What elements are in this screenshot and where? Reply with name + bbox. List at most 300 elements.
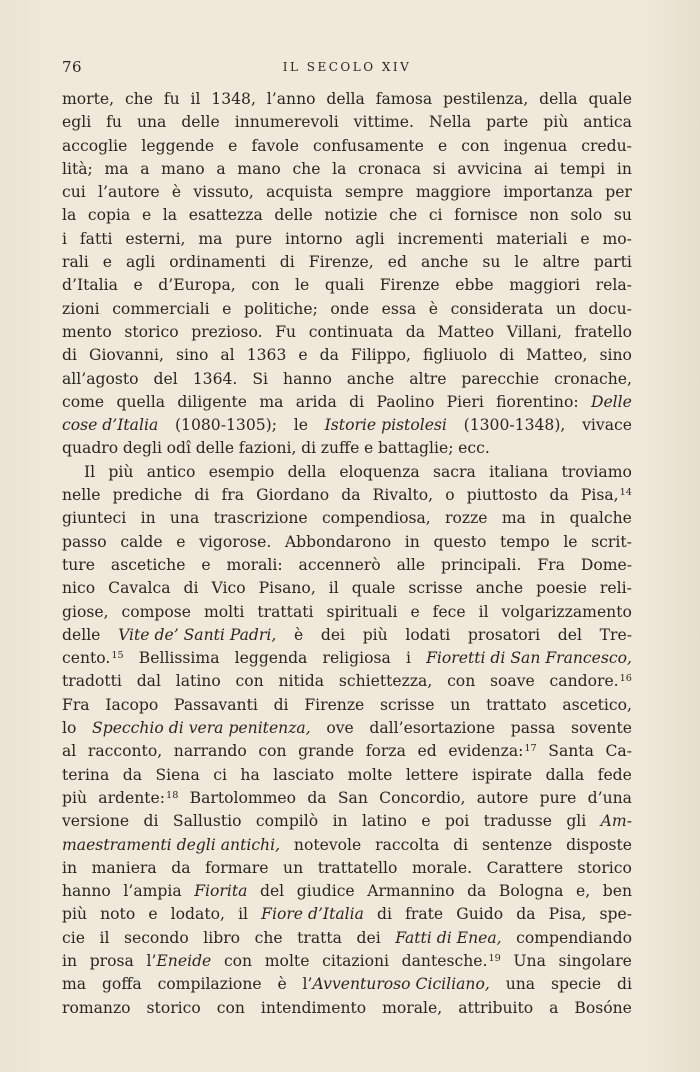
word: religiosa (322, 649, 391, 668)
word: altre (542, 253, 580, 272)
word: ben (602, 882, 632, 901)
word: e (410, 602, 420, 621)
word: Guido (456, 905, 504, 924)
word: sino (599, 346, 632, 365)
text-line (62, 484, 632, 507)
word: in (540, 509, 556, 528)
word: da (307, 788, 327, 807)
word: spirituali (326, 602, 398, 621)
footnote-ref: 16 (619, 673, 632, 685)
word: dal (136, 672, 161, 691)
text-line (62, 135, 632, 158)
word: fede (597, 765, 632, 784)
word: Matteo, (526, 346, 588, 365)
word: disposte (566, 835, 632, 854)
word: cose d’Italia (62, 416, 159, 435)
text-line (62, 903, 632, 926)
word: di (62, 346, 77, 365)
word: ma (198, 229, 223, 248)
word: agli (126, 253, 156, 272)
word: essa (381, 299, 417, 318)
word: mento (62, 322, 112, 341)
word: 1363 (246, 346, 287, 365)
word: maggiori (509, 276, 581, 295)
word: sacra (433, 462, 476, 481)
word: principali. (441, 555, 522, 574)
word: l’autore (98, 183, 160, 202)
word: che (292, 159, 321, 178)
text-line (62, 251, 632, 274)
word: su (613, 206, 632, 225)
word: di (301, 439, 317, 458)
italic-title: Avventuroso Ciciliano, (312, 975, 490, 994)
text-line (62, 414, 632, 437)
text-line (62, 880, 632, 903)
word: del (259, 882, 285, 901)
word: d’Italia (62, 276, 118, 295)
text-line (62, 950, 632, 973)
word: narrando (173, 742, 247, 761)
word: un (283, 858, 304, 877)
word: tempi (559, 159, 606, 178)
word: da (341, 486, 361, 505)
word: il (99, 928, 110, 947)
word: Firenze (379, 276, 440, 295)
word: lettere (405, 765, 459, 784)
word: trascrizione (213, 509, 308, 528)
word: 1348, (211, 90, 256, 108)
word: ma (259, 392, 284, 411)
text-line (62, 507, 632, 530)
word: noto (100, 905, 136, 924)
word: una (169, 509, 200, 528)
word: il (478, 602, 489, 621)
word: fece (432, 602, 466, 621)
word: molte (264, 951, 310, 970)
word: di (194, 486, 210, 505)
word: Siena (155, 765, 200, 784)
word: ardente:$^{18}$ (98, 788, 179, 807)
word: le (295, 276, 310, 295)
word: 1364. (192, 369, 238, 388)
word: quadro (62, 439, 119, 458)
word: antica (583, 113, 632, 132)
word: forza (365, 742, 406, 761)
word: Giovanni, (88, 346, 164, 365)
word: esempio (208, 462, 275, 481)
word: citazioni (322, 951, 389, 970)
word: latino (361, 812, 407, 831)
word: morte, (62, 90, 115, 108)
word: d’Europa, (158, 276, 236, 295)
word: singolare (558, 951, 632, 970)
word: le (293, 416, 308, 435)
word: parecchie (461, 369, 540, 388)
word: (1080-1305); (174, 416, 278, 435)
word: incrementi (397, 229, 484, 248)
word: prezioso. (191, 322, 263, 341)
word: l’anno (266, 90, 316, 108)
word: da (122, 765, 143, 784)
word: racconto, (87, 742, 163, 761)
word: compose (121, 602, 192, 621)
word: quella (116, 392, 165, 411)
word: di (273, 695, 289, 714)
word: ha (240, 765, 260, 784)
word: sentenze (481, 835, 553, 854)
word: innumerevoli (234, 113, 339, 132)
word: che (254, 928, 283, 947)
word: morali: (226, 555, 283, 574)
word: morale. (411, 858, 473, 877)
word: Fra (62, 695, 90, 714)
word: la (62, 206, 77, 225)
word: tradusse (483, 812, 552, 831)
word: continuata (308, 322, 394, 341)
word: o (445, 486, 455, 505)
word: ma (62, 975, 87, 994)
word: molte (347, 765, 393, 784)
word: esterni, (125, 229, 186, 248)
text-line (62, 601, 632, 624)
word: e (421, 812, 431, 831)
word: prosa (89, 951, 134, 970)
word: Fiorita (194, 882, 248, 901)
word: Tre- (599, 625, 632, 644)
text-line (62, 810, 632, 833)
word: a (140, 159, 150, 178)
word: zuffe (320, 439, 360, 458)
word: al (220, 346, 235, 365)
page-number: 76 (62, 58, 83, 76)
word: formare (205, 858, 269, 877)
word: romanzo (62, 998, 131, 1017)
word: leggenda (234, 649, 308, 668)
word: scrisse (408, 579, 463, 598)
word: è (171, 183, 182, 202)
word: di (143, 812, 159, 831)
word: con (235, 672, 264, 691)
word: nelle (62, 486, 101, 505)
word: poesie (536, 579, 587, 598)
word: dall’esortazione (369, 719, 496, 738)
word: calde (120, 532, 163, 551)
word: Rivalto, (372, 486, 434, 505)
text-line (62, 764, 632, 787)
text-line (62, 298, 632, 321)
word: maniera (91, 858, 157, 877)
text-line (62, 391, 632, 414)
text-line (62, 461, 632, 484)
word: giose, (62, 602, 109, 621)
word: versione (62, 812, 130, 831)
word: morale, (382, 998, 443, 1017)
text-line (62, 740, 632, 763)
text-line (62, 111, 632, 134)
word: diligente (177, 392, 248, 411)
word: cronache, (554, 369, 632, 388)
word: con (216, 998, 245, 1017)
word: a (549, 998, 559, 1017)
word: Bologna (498, 882, 564, 901)
word: fornisce (454, 206, 518, 225)
word: a (216, 159, 226, 178)
word: scrisse (380, 695, 435, 714)
word: intendimento (260, 998, 367, 1017)
word: battaglie; (377, 439, 454, 458)
word: passa (510, 719, 556, 738)
word: ingenua (503, 136, 568, 155)
word: compilò (255, 812, 319, 831)
word: favole (251, 136, 299, 155)
word: di (183, 579, 199, 598)
text-line (62, 624, 632, 647)
word: che (124, 90, 153, 108)
text-line (62, 344, 632, 367)
word: credu- (581, 136, 632, 155)
word: e (148, 905, 158, 924)
word: dei (320, 625, 346, 644)
word: evidenza:$^{17}$ (448, 742, 537, 761)
word: notevole (293, 835, 362, 854)
word: libro (203, 928, 241, 947)
word: ebbe (455, 276, 494, 295)
word: fiorentino: (496, 392, 579, 411)
word: e (580, 229, 590, 248)
word: pure (539, 788, 577, 807)
word: ture (62, 555, 95, 574)
word: e (133, 276, 143, 295)
word: Bellissima (138, 649, 220, 668)
word: compilazione (157, 975, 262, 994)
word: da (319, 346, 339, 365)
word: storico (124, 322, 179, 341)
word: come (62, 392, 105, 411)
text-line (62, 857, 632, 880)
word: cie (62, 928, 85, 947)
word: Abbondarono (284, 532, 392, 551)
footnote-ref: 18 (166, 789, 179, 801)
word: è (293, 625, 304, 644)
word: Pisa,$^{14}$ (580, 486, 632, 505)
word: politiche; (243, 299, 318, 318)
text-line (62, 437, 632, 460)
word: di (377, 905, 393, 924)
word: trattato (486, 695, 547, 714)
text-line (62, 274, 632, 297)
word: scrit- (591, 532, 632, 551)
word: tradotti (62, 672, 122, 691)
word: per (605, 183, 632, 202)
word: con (258, 742, 287, 761)
word: Fra (537, 555, 565, 574)
word: considerata (450, 299, 544, 318)
text-line (62, 577, 632, 600)
word: fra (221, 486, 245, 505)
word: soave (490, 672, 535, 691)
word: della (539, 90, 578, 108)
word: rozze (445, 509, 488, 528)
footnote-ref: 19 (488, 952, 501, 964)
word: una (505, 975, 536, 994)
text-line (62, 694, 632, 717)
text-line (62, 554, 632, 577)
word: dalla (545, 765, 585, 784)
word: questo (433, 532, 487, 551)
word: onde (330, 299, 370, 318)
word: di (349, 392, 365, 411)
word: dei (356, 928, 381, 947)
word: spe- (599, 905, 632, 924)
text-line (62, 787, 632, 810)
word: e (364, 439, 374, 458)
word: Filippo, (350, 346, 411, 365)
word: frate (405, 905, 444, 924)
word: sempre (344, 183, 404, 202)
word: della (287, 462, 327, 481)
word: agli (355, 229, 385, 248)
word: delle (195, 439, 235, 458)
word: e, (576, 882, 591, 901)
word: eloquenza (339, 462, 420, 481)
word: e (437, 136, 448, 155)
word: degli (122, 439, 162, 458)
word: con (223, 951, 253, 970)
word: ai (533, 159, 549, 178)
word: alle (396, 555, 426, 574)
word: trattati (257, 602, 314, 621)
word: Bosóne (574, 998, 632, 1017)
text-line (62, 973, 632, 996)
word: Paolino (376, 392, 435, 411)
word: fu (163, 90, 180, 108)
word: ordinamenti (169, 253, 266, 272)
word: da (467, 882, 487, 901)
word: Pieri (446, 392, 484, 411)
word: ma (501, 509, 526, 528)
text-line (62, 204, 632, 227)
word: lo (62, 719, 77, 738)
text-line (62, 181, 632, 204)
word: Sallustio (172, 812, 242, 831)
word: che (389, 206, 418, 225)
word: del (557, 625, 582, 644)
word: all’agosto (62, 369, 139, 388)
word: vittime. (353, 113, 414, 132)
word: altre (409, 369, 447, 388)
word: vissuto, (193, 183, 254, 202)
text-line (62, 531, 632, 554)
word: delle (181, 113, 220, 132)
word: e (201, 555, 211, 574)
word: attribuito (458, 998, 534, 1017)
word: ascetico, (562, 695, 632, 714)
word: piuttosto (466, 486, 538, 505)
word: Giordano (256, 486, 330, 505)
word: italiana (489, 462, 549, 481)
word: compendiando (516, 928, 632, 947)
word: gli (566, 812, 587, 831)
footnote-ref: 15 (111, 649, 124, 661)
word: il (190, 90, 201, 108)
word: e (176, 532, 186, 551)
word: Bartolommeo (189, 788, 297, 807)
word: Villani, (506, 322, 562, 341)
word: cronaca (358, 159, 422, 178)
word: Armannino (367, 882, 455, 901)
word: ed (417, 742, 437, 761)
word: confusamente (313, 136, 424, 155)
word: figliuolo (422, 346, 488, 365)
word: cui (62, 183, 86, 202)
word: trattatello (317, 858, 398, 877)
word: in (332, 812, 348, 831)
word: Fiore d’Italia (261, 905, 364, 924)
word: di (616, 975, 632, 994)
word: parti (593, 253, 632, 272)
word: e (222, 299, 232, 318)
word: Am- (600, 812, 632, 831)
word: storico (146, 998, 201, 1017)
word: pestilenza, (443, 90, 529, 108)
word: ma (104, 159, 129, 178)
word: qualche (569, 509, 632, 528)
word: giudice (296, 882, 355, 901)
word: Il (84, 462, 96, 481)
word: la (332, 159, 347, 178)
word: e (102, 253, 112, 272)
word: acquista (266, 183, 333, 202)
word: quale (351, 579, 396, 598)
word: l’Avventuroso Ciciliano, (302, 975, 490, 994)
word: Specchio di vera penitenza, (92, 719, 311, 738)
word: pure (235, 229, 273, 248)
word: più (108, 462, 134, 481)
word: commerciali (112, 299, 210, 318)
word: mano (161, 159, 205, 178)
word: più (362, 625, 388, 644)
word: secondo (123, 928, 189, 947)
word: Vite de’ Santi Padri, (118, 625, 277, 644)
word: Fu (275, 322, 297, 341)
word: di (453, 835, 469, 854)
word: vivace (582, 416, 632, 435)
text-line (62, 321, 632, 344)
word: nitida (278, 672, 325, 691)
word: prosatori (467, 625, 541, 644)
word: il (328, 579, 339, 598)
word: troviamo (561, 462, 632, 481)
text-line (62, 927, 632, 950)
word: maggiore (415, 183, 491, 202)
word: una (136, 113, 167, 132)
page-header (62, 58, 632, 80)
word: hanno (62, 882, 111, 901)
word: prediche (112, 486, 183, 505)
word: è (428, 299, 438, 318)
word: (1300-1348), (463, 416, 566, 435)
text-line (62, 834, 632, 857)
word: zioni (62, 299, 100, 318)
word: Delle (590, 392, 632, 411)
word: Pisano, (258, 579, 316, 598)
word: ispirate (471, 765, 533, 784)
word: e (141, 206, 152, 225)
italic-title: Eneide (156, 951, 212, 970)
text-line (62, 997, 632, 1020)
word: della (326, 90, 365, 108)
word: con (447, 672, 476, 691)
